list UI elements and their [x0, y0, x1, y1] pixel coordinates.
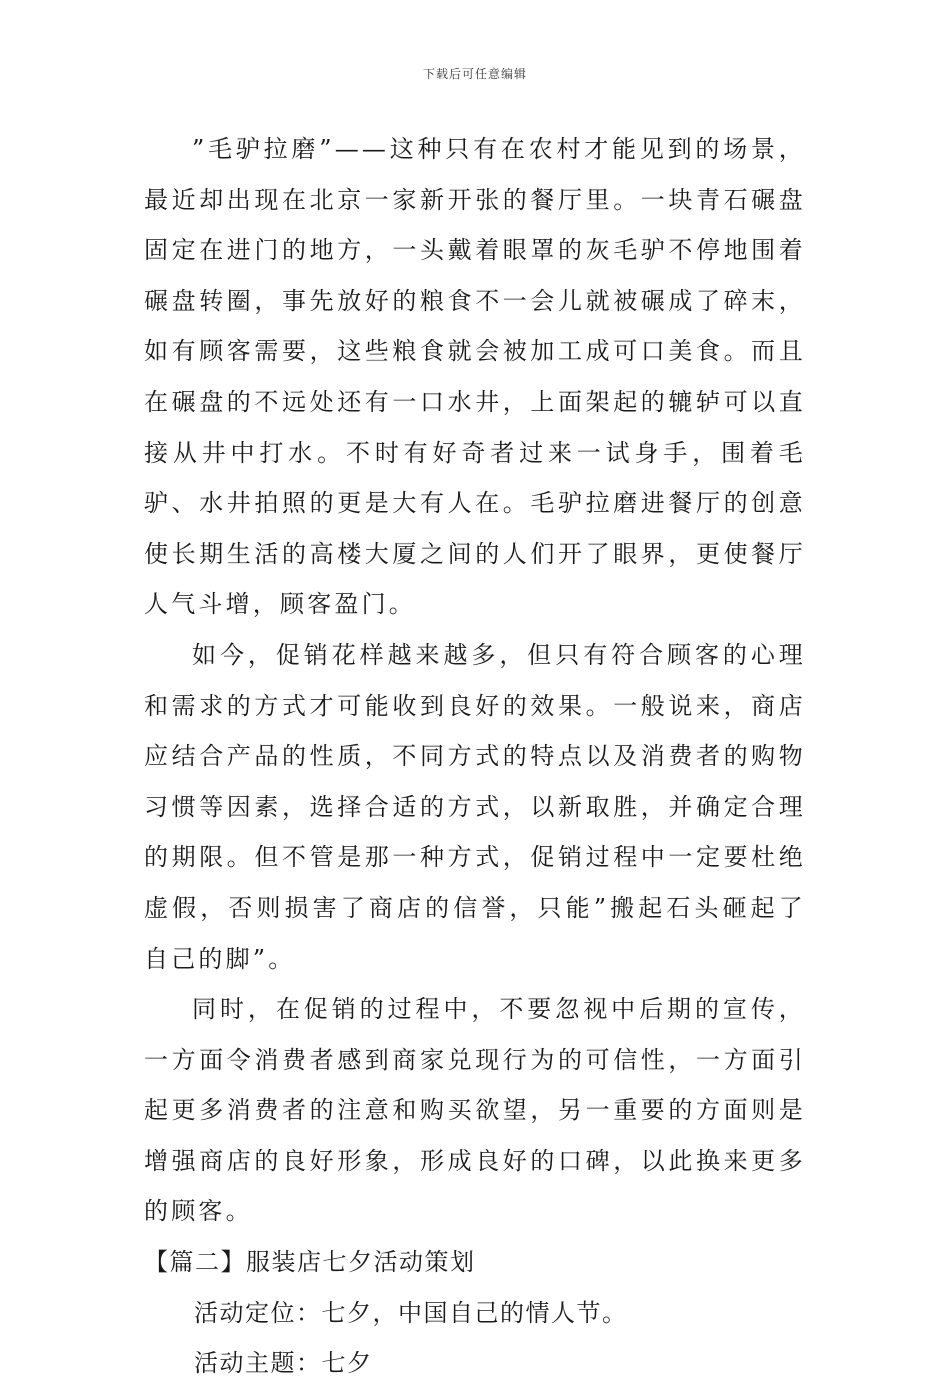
page-header: 下载后可任意编辑 — [422, 67, 527, 81]
section-heading: 【篇二】服装店七夕活动策划 — [144, 1248, 476, 1277]
paragraph-publicity: 同时，在促销的过程中，不要忽视中后期的宣传，一方面令消费者感到商家兑现行为的可信性，一方面引起更多消费者的注意和购买欲望，另一重要的方面则是增强商店的良好形象，形成良好的口碑，以此换来更多的顾客。 — [144, 995, 806, 1226]
activity-positioning: 活动定位：七夕，中国自己的情人节。 — [194, 1298, 628, 1327]
paragraph-donkey-mill: ”毛驴拉磨”——这种只有在农村才能见到的场景，最近却出现在北京一家新开张的餐厅里。一块青石碾盘固定在进门的地方，一头戴着眼罩的灰毛驴不停地围着碾盘转圈，事先放好的粮食不一会儿就被碾成了碎末，如有顾客需要，这些粮食就会被加工成可口美食。而且在碾盘的不远处还有一口水井，上面架起的辘轳可以直接从井中打水。不时有好奇者过来一试身手，围着毛驴、水井拍照的更是大有人在。毛驴拉磨进餐厅的创意使长期生活的高楼大厦之间的人们开了眼界，更使餐厅人气斗增，顾客盈门。 — [144, 135, 806, 619]
paragraph-promotion-methods: 如今，促销花样越来越多，但只有符合顾客的心理和需求的方式才可能收到良好的效果。一般说来，商店应结合产品的性质，不同方式的特点以及消费者的购物习惯等因素，选择合适的方式，以新取胜，并确定合理的期限。但不管是那一种方式，促销过程中一定要杜绝虚假，否则损害了商店的信誉，只能”搬起石头砸起了自己的脚”。 — [144, 640, 806, 973]
activity-theme: 活动主题：七夕 — [194, 1349, 373, 1378]
document-body — [144, 124, 806, 1389]
